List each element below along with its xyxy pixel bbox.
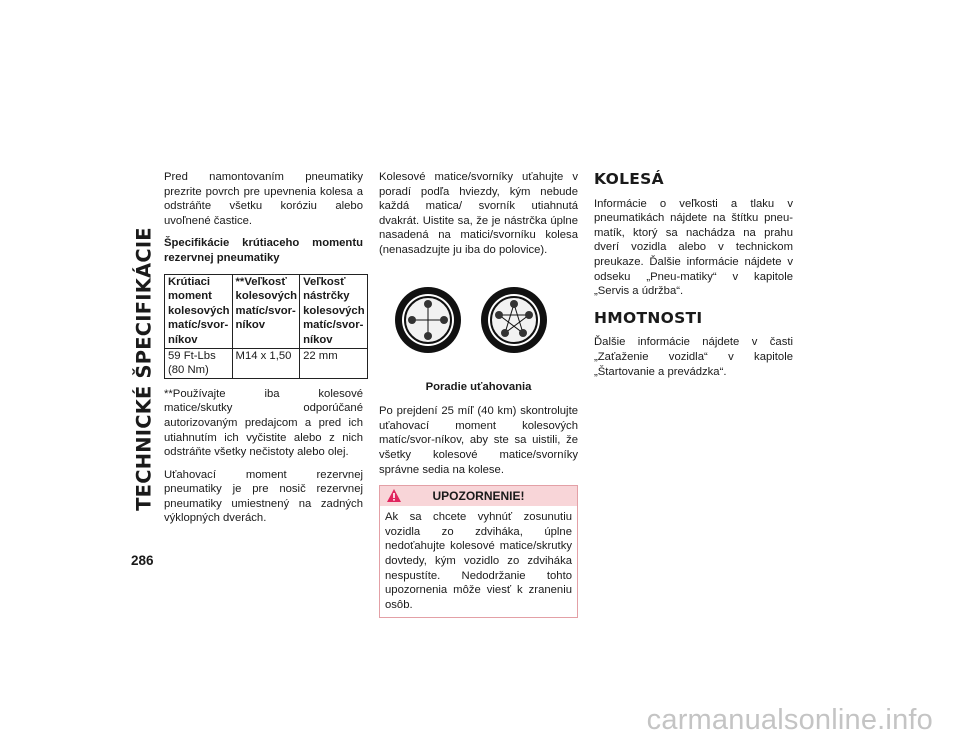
chapter-side-title: [132, 164, 156, 574]
table-cell: 59 Ft-Lbs (80 Nm): [165, 348, 233, 378]
table-row: [165, 348, 368, 378]
paragraph-recheck: Po prejdení 25 míľ (40 km) skontrolujte uťahovací moment kolesových matíc/svor-níkov, aby ste sa uistili, že všetky kolesové matice/svorníky správne sedia na kolese.: [379, 405, 578, 476]
column-2: [379, 170, 578, 618]
wheel-diagram: [379, 270, 578, 380]
paragraph-star-pattern: Kolesové matice/svorníky uťahujte v poradí podľa hviezdy, kým nebude každá matica/ svorník utiahnutá dvakrát. Uistite sa, že je nástrčka úplne nasadená na matici/svorníku kolesa (nenasadzujte ju iba do polovice).: [379, 171, 578, 256]
paragraph-wheels: Informácie o veľkosti a tlaku v pneumatikách nájdete na štítku pneu-matík, ktorý sa nachádza na prahu dverí vozidla alebo v technickom preukaze. Ďalšie informácie nájdete v odseku „Pneu-matiky“ v kapitole „Servis a údržba“.: [594, 197, 793, 298]
paragraph-nuts-note: **Používajte iba kolesové matice/skutky odporúčané autorizovaným predajcom a pred ich utiahnutím ich vyčistite alebo z nich odstráňte všetky nečistoty alebo olej.: [164, 387, 363, 459]
tightening-sequence-figure: [379, 270, 578, 380]
warning-box: [379, 485, 578, 618]
warning-title: UPOZORNENIE!: [432, 489, 525, 504]
watermark-text: carmanualsonline.info: [646, 704, 933, 736]
paragraph-weights: Ďalšie informácie nájdete v časti „Zaťaženie vozidla“ v kapitole „Štartovanie a prevádzka“.: [594, 336, 793, 378]
warning-header: [380, 486, 577, 506]
table-header-cell: **Veľkosť kolesových matíc/svor-níkov: [232, 274, 300, 348]
table-cell: 22 mm: [300, 348, 368, 378]
table-cell: M14 x 1,50: [232, 348, 300, 378]
table-header-row: [165, 274, 368, 348]
table-header-cell: Krútiaci moment kolesových matíc/svor-níkov: [165, 274, 233, 348]
section-heading-weights: HMOTNOSTI: [594, 308, 703, 327]
wheel-5-lug: [481, 287, 547, 353]
wheel-4-lug: [395, 287, 461, 353]
column-3: [594, 170, 793, 387]
torque-spec-table: [164, 274, 368, 379]
figure-caption: Poradie uťahovania: [425, 380, 532, 393]
spec-heading: Špecifikácie krútiaceho momentu rezervnej pneumatiky: [164, 237, 363, 264]
warning-body: Ak sa chcete vyhnúť zosunutiu vozidla zo zdviháka, úplne nedoťahujte kolesové matice/skrutky dovtedy, kým vozidlo zo zdviháka nespustíte. Nedodržanie tohto upozornenia môže viesť k zraneniu osôb.: [385, 511, 572, 611]
paragraph-preparation: Pred namontovaním pneumatiky prezrite povrch pre upevnenia kolesa a odstráňte všetku koróziu alebo uvoľnené častice.: [164, 171, 363, 227]
chapter-side-title-text: TECHNICKÉ ŠPECIFIKÁCIE: [132, 227, 156, 511]
paragraph-spare-torque: Uťahovací moment rezervnej pneumatiky je pre nosič rezervnej pneumatiky umiestnený na zadných výklopných dverách.: [164, 468, 363, 525]
column-1: [164, 170, 363, 534]
page-number: 286: [131, 553, 154, 568]
section-heading-wheels: KOLESÁ: [594, 170, 664, 188]
table-header-cell: Veľkosť nástrčky kolesových matíc/svor-níkov: [300, 274, 368, 348]
